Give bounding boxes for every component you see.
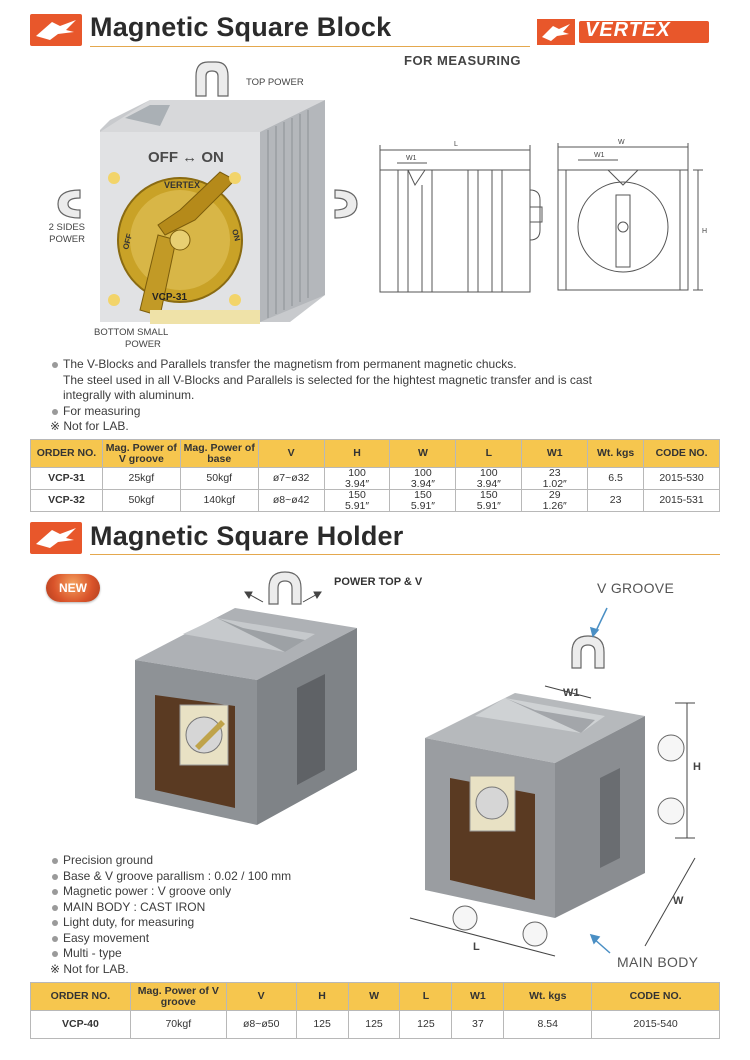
th-l: L <box>400 983 452 1011</box>
cell-w-in: 3.94″ <box>410 477 435 490</box>
drawing-w: W <box>618 139 625 146</box>
cell-h <box>324 490 390 512</box>
cell-w-mm: 150 <box>414 489 432 501</box>
title-underline <box>90 554 720 555</box>
block-bullet-1-cont: The steel used in all V-Blocks and Parallels is selected for the hightest magnetic transfer and is cast <box>63 372 592 387</box>
cell-wt: 23 <box>588 490 644 512</box>
label-2-sides: 2 SIDES <box>48 222 85 233</box>
table-header-row <box>31 983 720 1011</box>
th-h: H <box>324 440 390 468</box>
ring-off: OFF <box>121 232 135 251</box>
cell-mag-v: 50kgf <box>102 490 180 512</box>
label-bottom-power: POWER <box>125 339 161 350</box>
cell-order: VCP-31 <box>31 468 103 490</box>
block-note: ※ Not for LAB. <box>50 419 129 433</box>
cell-l-mm: 100 <box>480 467 498 479</box>
holder-bullet: Multi - type <box>50 946 370 962</box>
th-w: W <box>348 983 400 1011</box>
drawing-l: L <box>454 141 458 148</box>
cell-w1-mm: 23 <box>548 467 561 479</box>
cell-h-in: 3.94″ <box>344 477 370 490</box>
th-mag-base: Mag. Power of base <box>180 440 258 468</box>
th-mag-v: Mag. Power of V groove <box>102 440 180 468</box>
cell-h-in: 5.91″ <box>344 499 370 512</box>
cell-w: 125 <box>348 1011 400 1039</box>
brand-name: VERTEX <box>585 19 671 41</box>
main-body-label: MAIN BODY <box>617 954 699 970</box>
th-wt: Wt. kgs <box>504 983 592 1011</box>
th-v: V <box>226 983 296 1011</box>
section-subtitle: FOR MEASURING <box>404 53 521 68</box>
top-power-magnet-icon <box>196 62 228 96</box>
power-magnet-icon <box>269 572 301 604</box>
th-w: W <box>390 440 456 468</box>
cell-v: ø7~ø32 <box>258 468 324 490</box>
section-title-holder: Magnetic Square Holder <box>90 521 404 551</box>
holder-spec-table <box>30 982 720 1039</box>
holder-bullets <box>50 853 370 977</box>
title-underline <box>90 46 530 47</box>
cell-h-mm: 100 <box>348 467 366 479</box>
plate-brand: VERTEX <box>164 180 201 190</box>
th-order: ORDER NO. <box>31 440 103 468</box>
cell-l <box>456 468 522 490</box>
label-2-sides-power: POWER <box>49 234 85 245</box>
cell-v: ø8~ø50 <box>226 1011 296 1039</box>
block-bullet-2: For measuring <box>50 404 700 420</box>
cell-order: VCP-32 <box>31 490 103 512</box>
cell-w <box>390 468 456 490</box>
eagle-logo-icon <box>30 14 82 46</box>
drawing-w1-right: W1 <box>594 152 605 159</box>
cell-w1-mm: 29 <box>548 489 561 501</box>
th-code: CODE NO. <box>592 983 720 1011</box>
cell-code: 2015-531 <box>644 490 720 512</box>
cell-code: 2015-540 <box>592 1011 720 1039</box>
table-row <box>31 468 720 490</box>
power-top-v-label: POWER TOP & V <box>334 576 423 588</box>
cell-mag-v: 25kgf <box>102 468 180 490</box>
th-w1: W1 <box>522 440 588 468</box>
holder-bullet: MAIN BODY : CAST IRON <box>50 900 370 916</box>
model-text: VCP-31 <box>152 292 188 303</box>
th-code: CODE NO. <box>644 440 720 468</box>
holder-dimension-diagram <box>395 598 725 973</box>
table-row <box>31 1011 720 1039</box>
switch-text: OFF ↔ ON <box>148 149 224 166</box>
cell-w-mm: 100 <box>414 467 432 479</box>
ring-on: ON <box>230 228 242 243</box>
holder-bullet: Easy movement <box>50 931 370 947</box>
section-title-block: Magnetic Square Block <box>90 12 392 42</box>
cell-v: ø8~ø42 <box>258 490 324 512</box>
cell-code: 2015-530 <box>644 468 720 490</box>
th-order: ORDER NO. <box>31 983 131 1011</box>
th-w1: W1 <box>452 983 504 1011</box>
cell-order: VCP-40 <box>31 1011 131 1039</box>
v-groove-label: V GROOVE <box>597 580 675 596</box>
dim-w: W <box>673 895 684 907</box>
cell-mag-base: 140kgf <box>180 490 258 512</box>
v-groove-magnet-icon <box>572 636 604 668</box>
cell-l-mm: 150 <box>480 489 498 501</box>
block-spec-table <box>30 439 720 512</box>
side-power-magnet-left-icon <box>58 190 80 218</box>
cell-l <box>456 490 522 512</box>
drawing-h: H <box>702 228 708 235</box>
cell-w-in: 5.91″ <box>410 499 435 512</box>
th-mag-v: Mag. Power of V groove <box>130 983 226 1011</box>
cell-mag-v: 70kgf <box>130 1011 226 1039</box>
holder-bullet: Magnetic power : V groove only <box>50 884 370 900</box>
cell-l-in: 3.94″ <box>476 477 501 490</box>
holder-bullet: Light duty, for measuring <box>50 915 370 931</box>
block-product-photo <box>30 60 370 355</box>
dim-w1: W1 <box>563 687 580 699</box>
dim-l: L <box>473 941 480 953</box>
block-bullets <box>50 357 700 435</box>
cell-w1-in: 1.26″ <box>542 499 567 512</box>
cell-l-in: 5.91″ <box>476 499 501 512</box>
th-l: L <box>456 440 522 468</box>
th-wt: Wt. kgs <box>588 440 644 468</box>
eagle-logo-icon <box>30 522 82 554</box>
table-row <box>31 490 720 512</box>
table-header-row <box>31 440 720 468</box>
holder-bullet: Base & V groove parallism : 0.02 / 100 mm <box>50 869 370 885</box>
cell-w1-in: 1.02″ <box>542 477 567 490</box>
new-badge: NEW <box>46 574 100 602</box>
block-drawing-side <box>370 135 550 300</box>
dim-h: H <box>693 761 701 773</box>
th-h: H <box>296 983 348 1011</box>
cell-h <box>324 468 390 490</box>
cell-wt: 8.54 <box>504 1011 592 1039</box>
holder-bullet: Precision ground <box>50 853 370 869</box>
label-top-power: TOP POWER <box>246 77 304 88</box>
cell-w1 <box>522 468 588 490</box>
side-power-magnet-right-icon <box>335 190 357 218</box>
block-bullet-1: The V-Blocks and Parallels transfer the magnetism from permanent magnetic chucks. <box>50 357 700 373</box>
cell-w1: 37 <box>452 1011 504 1039</box>
block-bullet-1-cont2: integrally with aluminum. <box>63 388 195 402</box>
cell-h: 125 <box>296 1011 348 1039</box>
cell-h-mm: 150 <box>348 489 366 501</box>
drawing-w1-left: W1 <box>406 155 417 162</box>
th-v: V <box>258 440 324 468</box>
holder-note: ※ Not for LAB. <box>50 961 129 976</box>
label-bottom-small: BOTTOM SMALL <box>94 327 169 338</box>
cell-wt: 6.5 <box>588 468 644 490</box>
cell-w <box>390 490 456 512</box>
holder-product-photo <box>125 570 370 830</box>
block-drawing-front <box>548 135 718 300</box>
cell-w1 <box>522 490 588 512</box>
cell-mag-base: 50kgf <box>180 468 258 490</box>
cell-l: 125 <box>400 1011 452 1039</box>
